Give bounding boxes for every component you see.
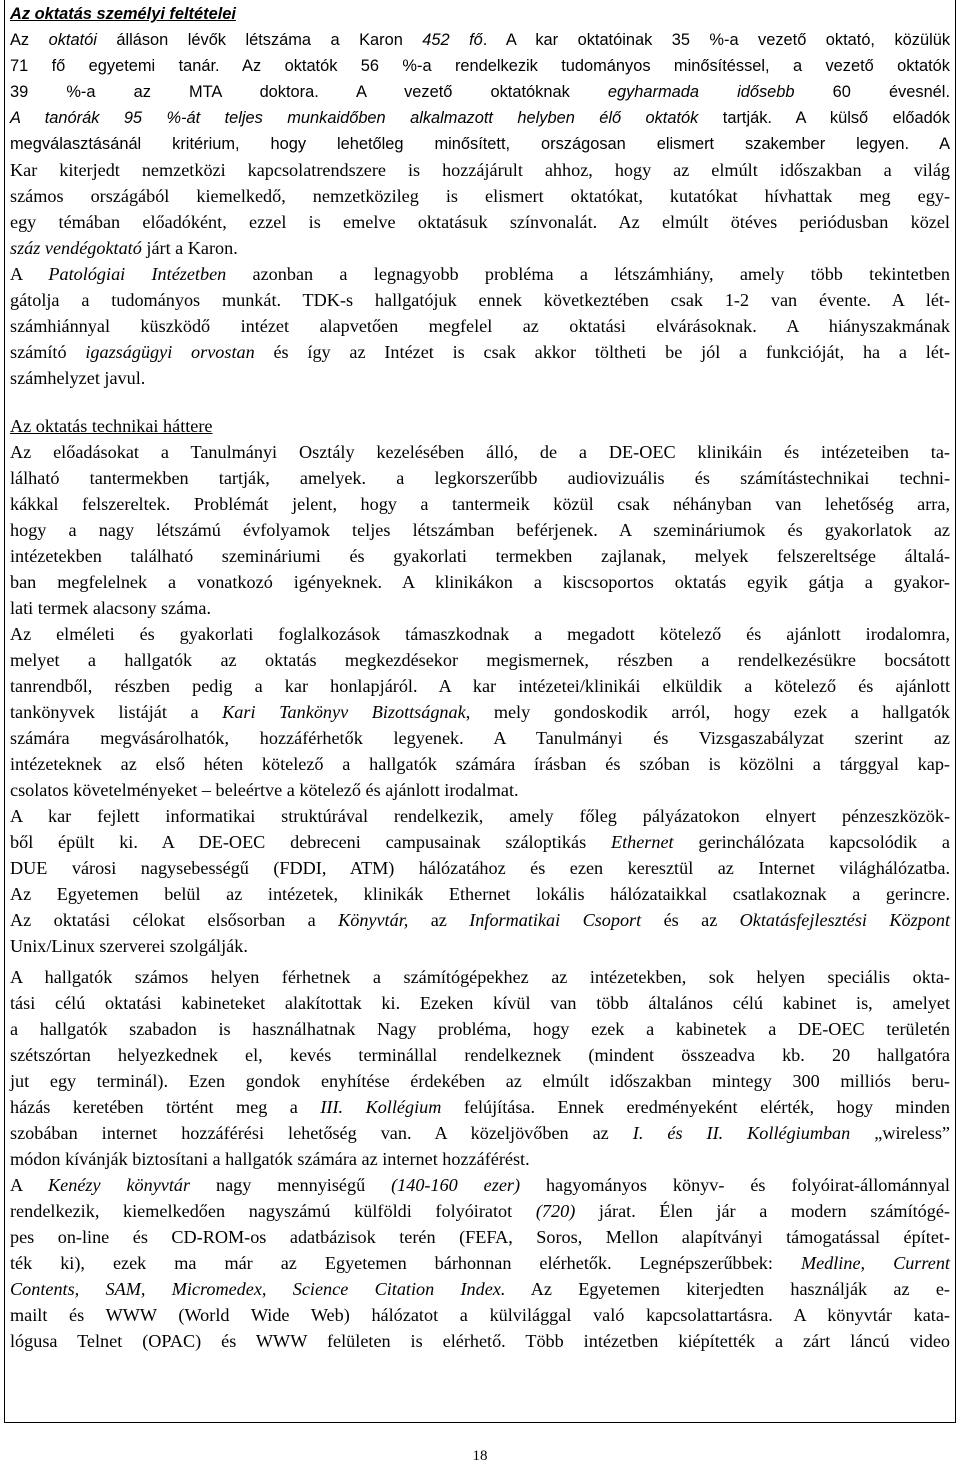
text-line <box>10 881 950 907</box>
text-line <box>10 53 950 79</box>
text-run: kákkal felszereltek. Problémát jelent, hogy a tantermeik közül csak néhányban van lehetőség arra, <box>10 494 950 514</box>
text-run: jut egy terminál). Ezen gondok enyhítése érdekében az elmúlt időszakban mintegy 300 milliós beru- <box>10 1071 950 1091</box>
text-line <box>10 673 950 699</box>
text-run: ban megfelelnek a vonatkozó igényeknek. A klinikákon a kiscsoportos oktatás egyik gátja a gyakor- <box>10 572 950 592</box>
text-run: ték ki), ezek ma már az Egyetemen bárhonnan elérhetők. Legnépszerűbbek: <box>10 1253 801 1273</box>
text-run: járt a Karon. <box>141 238 238 258</box>
text-run: tási célú oktatási kabineteket alakítottak ki. Ezeken kívül van több általános célú kabinet is, amelyet <box>10 993 950 1013</box>
text-line <box>10 1016 950 1042</box>
paragraph-technical-continued <box>10 964 950 1354</box>
text-run: házás keretében történt meg a <box>10 1097 321 1117</box>
emphasized-text: I. és II. Kollégiumban <box>632 1123 851 1143</box>
text-run: 39 %-a az MTA doktora. A vezető oktatóknak <box>10 83 608 101</box>
paragraph-technical <box>10 439 950 959</box>
text-line <box>10 339 950 365</box>
text-line <box>10 725 950 751</box>
paragraph-personal-serif <box>10 157 950 391</box>
emphasized-text: egyharmada idősebb <box>607 83 795 101</box>
emphasized-text: (720) <box>535 1201 576 1221</box>
text-line <box>10 964 950 990</box>
emphasized-text: oktatói <box>48 31 97 49</box>
text-run: A hallgatók számos helyen férhetnek a számítógépekhez az intézetekben, sok helyen speciális okta- <box>10 967 950 987</box>
text-run: 60 évesnél. <box>794 83 950 101</box>
text-run: A <box>10 1175 49 1195</box>
text-run: melyet a hallgatók az oktatás megkezdésekor megismernek, részben a rendelkezésükre bocsátott <box>10 650 950 670</box>
text-run: lálható tantermekben tartják, amelyek. a legkorszerűbb audiovizuális és számítástechnikai techni- <box>10 468 950 488</box>
emphasized-text: száz vendégoktató <box>10 238 142 258</box>
emphasized-text: Kenézy könyvtár <box>48 1175 191 1195</box>
text-line <box>10 1146 950 1172</box>
text-run: intézetekben található szemináriumi és gyakorlati termekben zajlanak, melyek felszereltsége általá- <box>10 546 950 566</box>
emphasized-text: Oktatásfejlesztési Központ <box>739 910 950 930</box>
text-line <box>10 1250 950 1276</box>
text-line <box>10 990 950 1016</box>
emphasized-text: Informatikai Csoport <box>469 910 642 930</box>
emphasized-text: Ethernet <box>610 832 674 852</box>
text-run: járat. Élen jár a modern számítógé- <box>575 1201 950 1221</box>
text-line <box>10 647 950 673</box>
text-line <box>10 491 950 517</box>
page-number: 18 <box>472 1448 488 1464</box>
text-run: álláson lévők létszáma a Karon <box>96 31 423 49</box>
text-run: lati termek alacsony száma. <box>10 598 211 618</box>
text-run: gerinchálózata kapcsolódik a <box>673 832 950 852</box>
emphasized-text: (140-160 ezer) <box>391 1175 521 1195</box>
text-run: felújítása. Ennek eredményeként elérték, hogy minden <box>441 1097 950 1117</box>
emphasized-text: Patológiai Intézetben <box>48 264 227 284</box>
text-line <box>10 365 950 391</box>
text-run: Az oktatási célokat elsősorban a <box>10 910 339 930</box>
text-line <box>10 855 950 881</box>
text-line <box>10 751 950 777</box>
text-run: tankönyvek listáját a <box>10 702 223 722</box>
text-line <box>10 157 950 183</box>
text-run: intézeteknek az első héten kötelező a hallgatók számára írásban és szóban is közölni a tárggyal kap- <box>10 754 950 774</box>
text-run: gátolja a tudományos munkát. TDK-s hallgatójuk ennek következtében csak 1-2 van évente. A lét- <box>10 290 950 310</box>
text-line <box>10 235 950 261</box>
text-line <box>10 1120 950 1146</box>
text-run: számító <box>10 342 86 362</box>
emphasized-text: igazságügyi orvostan <box>85 342 255 362</box>
text-run: azonban a legnagyobb probléma a létszámhiány, amely több tekintetben <box>226 264 950 284</box>
emphasized-text: Medline, Current <box>800 1253 950 1273</box>
text-line <box>10 105 950 131</box>
text-run: lógusa Telnet (OPAC) és WWW felületen is elérhető. Több intézetben kiépítették a zárt láncú video <box>10 1331 950 1351</box>
section-heading-technical: Az oktatás technikai háttere <box>10 416 213 436</box>
text-line <box>10 313 950 339</box>
text-line <box>10 569 950 595</box>
text-run: nagy mennyiségű <box>190 1175 392 1195</box>
emphasized-text: Kari Tankönyv Bizottságnak <box>222 702 466 722</box>
text-run: szobában internet hozzáférési lehetőség van. A közeljövőben az <box>10 1123 633 1143</box>
emphasized-text: A tanórák 95 %-át teljes munkaidőben alkalmazott helyben élő oktatók <box>10 109 699 127</box>
document-body <box>10 0 950 1354</box>
text-run: számos országából kiemelkedő, nemzetközileg is elismert oktatókat, kutatókat hívhattak meg egy- <box>10 186 950 206</box>
text-line <box>10 1302 950 1328</box>
text-line <box>10 907 950 933</box>
text-line <box>10 1042 950 1068</box>
text-line <box>10 439 950 465</box>
text-line <box>10 261 950 287</box>
text-run: a hallgatók szabadon is használhatnak Nagy probléma, hogy ezek a kabinetek a DE-OEC területén <box>10 1019 950 1039</box>
text-run: . A kar oktatóinak 35 %-a vezető oktató, közülük <box>482 31 951 49</box>
text-run: Unix/Linux szerverei szolgálják. <box>10 936 248 956</box>
text-line <box>10 1198 950 1224</box>
emphasized-text: 452 fő <box>422 31 483 49</box>
text-run: módon kívánják biztosítani a hallgatók számára az internet hozzáférést. <box>10 1149 530 1169</box>
text-line <box>10 209 950 235</box>
text-run: számhiánnyal küszködő intézet alapvetően megfelel az oktatási elvárásoknak. A hiányszakmának <box>10 316 950 336</box>
emphasized-text: Contents, SAM, Micromedex, Science Citation Index. <box>10 1279 506 1299</box>
text-line <box>10 287 950 313</box>
text-run: csolatos követelményeket – beleértve a kötelező és ajánlott irodalmat. <box>10 780 519 800</box>
text-run: Az elméleti és gyakorlati foglalkozások támaszkodnak a megadott kötelező és ajánlott irodalomra, <box>10 624 950 644</box>
text-line <box>10 1068 950 1094</box>
text-line <box>10 1328 950 1354</box>
text-line <box>10 595 950 621</box>
text-line <box>10 517 950 543</box>
text-line <box>10 1276 950 1302</box>
text-line <box>10 803 950 829</box>
emphasized-text: III. Kollégium <box>320 1097 442 1117</box>
emphasized-text: Könyvtár, <box>338 910 409 930</box>
text-run: számhelyzet javul. <box>10 368 146 388</box>
text-line <box>10 79 950 105</box>
text-line <box>10 27 950 53</box>
text-run: Az Egyetemen belül az intézetek, klinikák Ethernet lokális hálózataikkal csatlakoznak a gerincre. <box>10 884 950 904</box>
text-line <box>10 183 950 209</box>
text-line <box>10 1094 950 1120</box>
text-line <box>10 543 950 569</box>
text-run: az <box>408 910 470 930</box>
text-run: pes on-line és CD-ROM-os adatbázisok terén (FEFA, Soros, Mellon alapítványi támogatással építet- <box>10 1227 950 1247</box>
text-line <box>10 1172 950 1198</box>
text-run: rendelkezik, kiemelkedően nagyszámú külföldi folyóiratot <box>10 1201 536 1221</box>
text-line <box>10 699 950 725</box>
text-line <box>10 777 950 803</box>
text-line <box>10 131 950 157</box>
text-run: hogy a nagy létszámú évfolyamok teljes létszámban beférjenek. A szemináriumok és gyakorlatok az <box>10 520 950 540</box>
text-run: Az előadásokat a Tanulmányi Osztály kezelésében álló, de a DE-OEC klinikáin és intézeteiben ta- <box>10 442 950 462</box>
text-run: A <box>10 264 49 284</box>
text-run: és így az Intézet is csak akkor töltheti be jól a funkcióját, ha a lét- <box>254 342 950 362</box>
text-run: „wireless” <box>850 1123 950 1143</box>
text-run: ből épült ki. A DE-OEC debreceni campusainak száloptikás <box>10 832 611 852</box>
text-run: Az <box>10 31 49 49</box>
paragraph-personal-sans <box>10 27 950 157</box>
text-run: DUE városi nagysebességű (FDDI, ATM) hálózatához és ezen keresztül az Internet világhálózatba. <box>10 858 950 878</box>
text-run: mailt és WWW (World Wide Web) hálózatot a külvilággal való kapcsolattartásra. A könyvtár kata- <box>10 1305 950 1325</box>
section-heading-personal: Az oktatás személyi feltételei <box>10 5 236 23</box>
text-run: 71 fő egyetemi tanár. Az oktatók 56 %-a rendelkezik tudományos minősítéssel, a vezető oktatók <box>10 57 950 75</box>
text-run: Kar kiterjedt nemzetközi kapcsolatrendszere is hozzájárult ahhoz, hogy az elmúlt időszakban a világ <box>10 160 950 180</box>
text-line <box>10 933 950 959</box>
text-line <box>10 1224 950 1250</box>
text-run: A kar fejlett informatikai struktúrával rendelkezik, amely főleg pályázatokon elnyert pénzeszközök- <box>10 806 950 826</box>
text-run: és az <box>641 910 740 930</box>
text-line <box>10 829 950 855</box>
text-line <box>10 621 950 647</box>
text-run: tartják. A külső előadók <box>698 109 950 127</box>
text-line <box>10 465 950 491</box>
text-run: egy témában előadóként, ezzel is emelve oktatásuk színvonalát. Az elmúlt ötéves periódusban közel <box>10 212 950 232</box>
text-run: számára megvásárolhatók, hozzáférhetők legyenek. A Tanulmányi és Vizsgaszabályzat szerint az <box>10 728 950 748</box>
text-run: hagyományos könyv- és folyóirat-állománnyal <box>520 1175 950 1195</box>
text-run: Az Egyetemen kiterjedten használják az e- <box>505 1279 950 1299</box>
text-run: , mely gondoskodik arról, hogy ezek a hallgatók <box>465 702 950 722</box>
text-run: szétszórtan helyezkednek el, kevés terminállal rendelkeznek (mindent összeadva kb. 20 hallgatóra <box>10 1045 950 1065</box>
text-run: megválasztásánál kritérium, hogy lehetőleg minősített, országosan elismert szakember legyen. A <box>10 135 950 153</box>
text-run: tanrendből, részben pedig a kar honlapjáról. A kar intézetei/klinikái elküldik a kötelező és ajánlott <box>10 676 950 696</box>
